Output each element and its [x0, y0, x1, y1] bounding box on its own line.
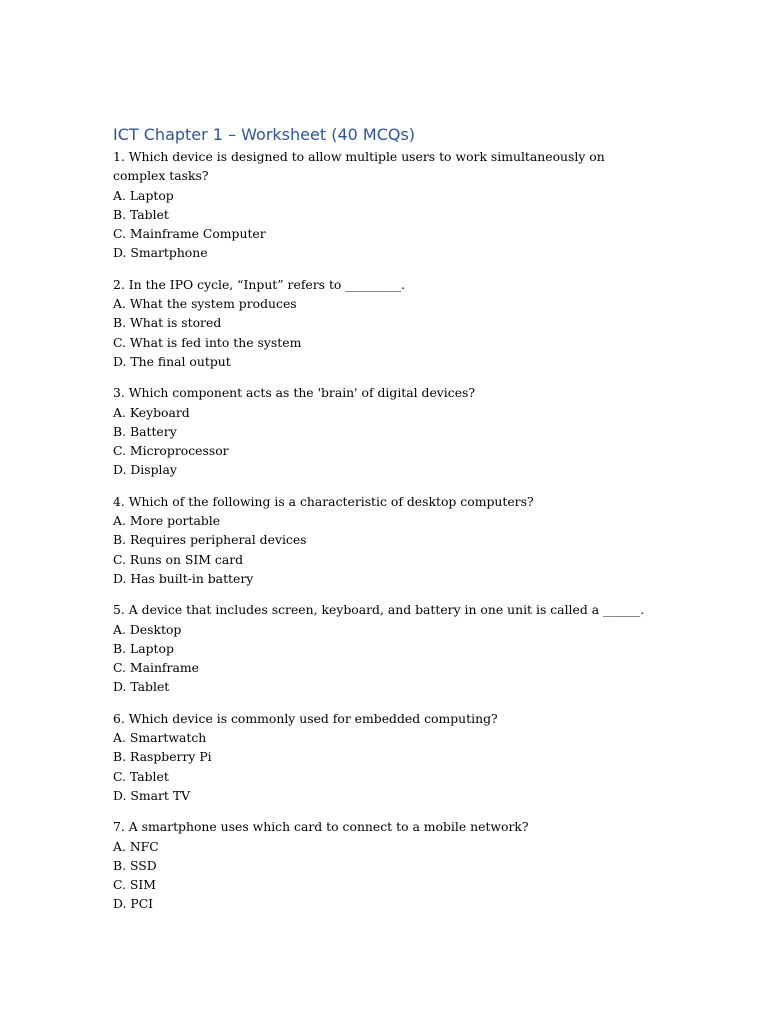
option-item: C. Mainframe: [113, 660, 199, 676]
option-item: A. More portable: [113, 513, 221, 529]
worksheet-content: [113, 124, 653, 926]
option-item: A. Smartwatch: [113, 730, 207, 746]
option-item: A. Laptop: [113, 187, 174, 203]
option-list: [113, 294, 653, 371]
option-item: D. Has built-in battery: [113, 570, 254, 586]
question-text: 5. A device that includes screen, keyboard, and battery in one unit is called a ______.: [113, 602, 645, 618]
option-item: D. Tablet: [113, 679, 170, 695]
option-item: C. What is fed into the system: [113, 334, 302, 350]
option-item: C. Microprocessor: [113, 443, 229, 459]
option-list: [113, 620, 653, 697]
worksheet-title: ICT Chapter 1 – Worksheet (40 MCQs): [113, 125, 416, 144]
question-block: [113, 383, 653, 479]
option-item: B. Tablet: [113, 206, 169, 222]
question-text: 6. Which device is commonly used for embedded computing?: [113, 710, 498, 726]
question-block: [113, 709, 653, 805]
option-item: B. Battery: [113, 423, 177, 439]
option-list: [113, 403, 653, 480]
question-text: 3. Which component acts as the 'brain' of digital devices?: [113, 385, 476, 401]
option-item: C. SIM: [113, 877, 156, 893]
option-item: B. What is stored: [113, 315, 222, 331]
option-item: D. Display: [113, 462, 177, 478]
question-block: [113, 275, 653, 371]
question-text: 7. A smartphone uses which card to connect to a mobile network?: [113, 819, 529, 835]
question-text: 1. Which device is designed to allow multiple users to work simultaneously on complex tasks?: [113, 149, 605, 184]
question-block: [113, 600, 653, 696]
option-item: B. Requires peripheral devices: [113, 532, 307, 548]
option-item: D. The final output: [113, 353, 231, 369]
option-item: A. NFC: [113, 838, 159, 854]
option-item: C. Mainframe Computer: [113, 226, 266, 242]
option-item: B. Laptop: [113, 640, 174, 656]
option-item: A. Desktop: [113, 621, 182, 637]
option-item: B. SSD: [113, 857, 157, 873]
option-list: [113, 728, 653, 805]
option-item: D. Smart TV: [113, 787, 191, 803]
option-item: C. Runs on SIM card: [113, 551, 244, 567]
option-item: B. Raspberry Pi: [113, 749, 212, 765]
question-text: 2. In the IPO cycle, “Input” refers to _________.: [113, 276, 406, 292]
option-item: D. Smartphone: [113, 245, 208, 261]
option-list: [113, 837, 653, 914]
question-text: 4. Which of the following is a characteristic of desktop computers?: [113, 493, 534, 509]
option-list: [113, 511, 653, 588]
question-block: [113, 817, 653, 913]
option-item: A. Keyboard: [113, 404, 190, 420]
option-item: C. Tablet: [113, 768, 169, 784]
option-list: [113, 186, 653, 263]
question-block: [113, 492, 653, 588]
option-item: A. What the system produces: [113, 296, 297, 312]
question-block: [113, 147, 653, 263]
option-item: D. PCI: [113, 896, 154, 912]
